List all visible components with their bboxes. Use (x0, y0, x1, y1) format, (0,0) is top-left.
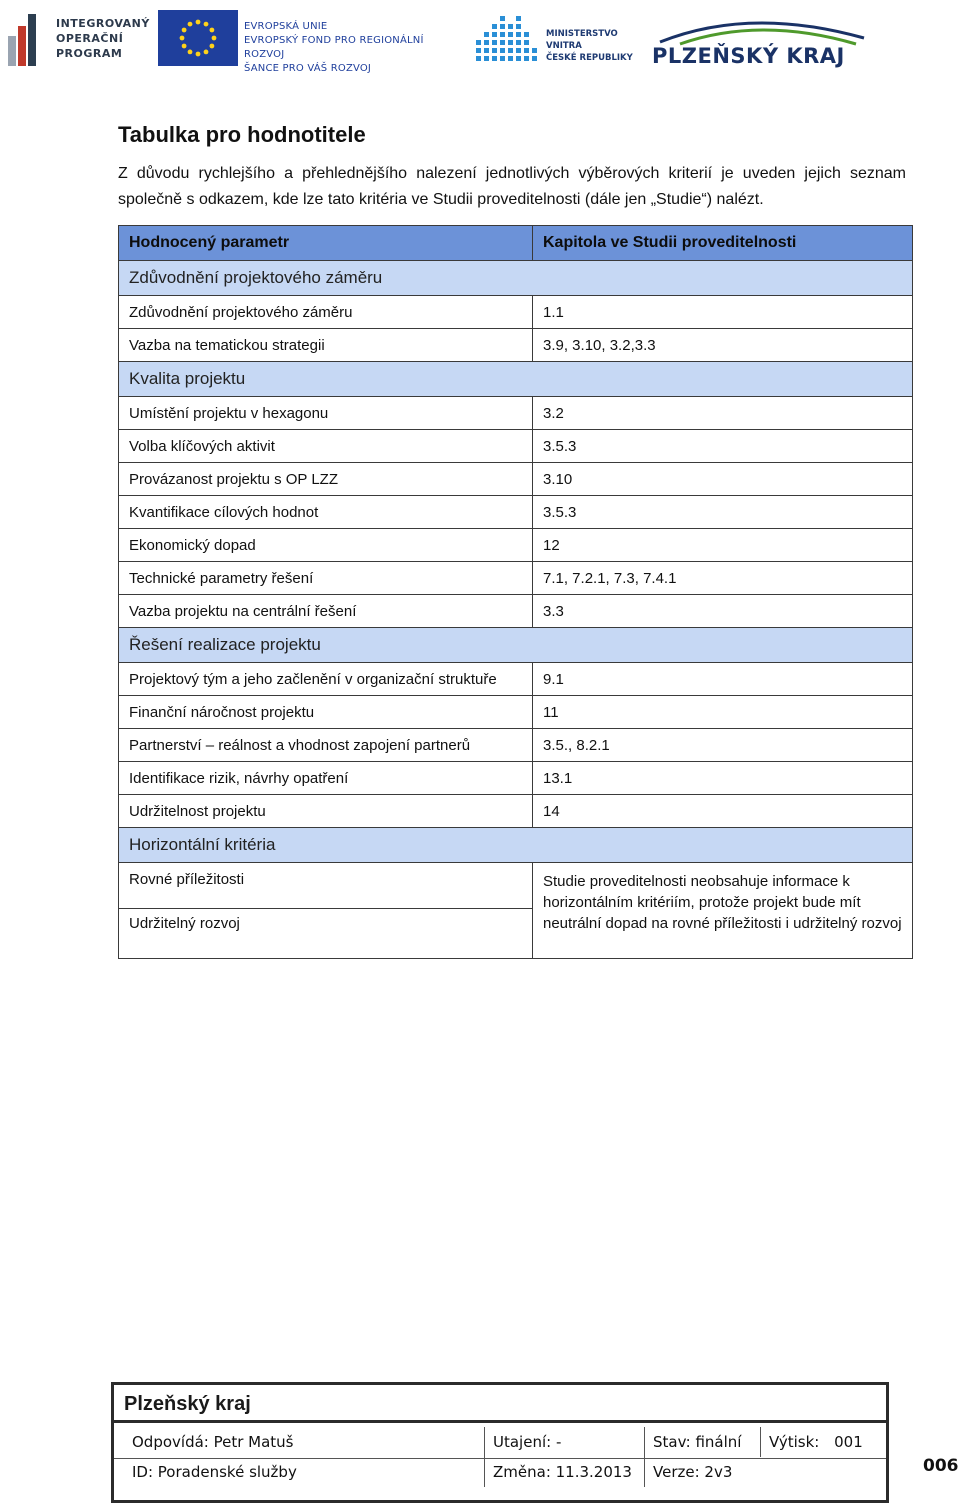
eu-flag-icon (158, 10, 238, 66)
row-chapter: 3.10 (533, 463, 913, 496)
footer-status: Stav: finální (644, 1427, 760, 1457)
table-row (119, 529, 913, 562)
iop-text-3: PROGRAM (56, 47, 123, 60)
row-param: Finanční náročnost projektu (119, 696, 533, 729)
footer-id: ID: Poradenské služby (132, 1463, 297, 1481)
row-param: Partnerství – reálnost a vhodnost zapojení partnerů (119, 729, 533, 762)
horizontal-item: Udržitelný rozvoj (129, 915, 240, 932)
row-chapter: 11 (533, 696, 913, 729)
table-row (119, 729, 913, 762)
table-row (119, 329, 913, 362)
iop-text-1: INTEGROVANÝ (56, 17, 150, 30)
table-row (119, 296, 913, 329)
row-param: Identifikace rizik, návrhy opatření (119, 762, 533, 795)
row-chapter: 3.3 (533, 595, 913, 628)
section-title: Horizontální kritéria (119, 828, 913, 863)
table-row (119, 397, 913, 430)
section-row (119, 261, 913, 296)
table-header-row (119, 226, 913, 261)
section-row (119, 828, 913, 863)
row-param: Technické parametry řešení (119, 562, 533, 595)
row-chapter: 14 (533, 795, 913, 828)
ministry-text-2: ČESKÉ REPUBLIKY (546, 53, 633, 63)
iop-logo (6, 8, 150, 70)
table-row (119, 463, 913, 496)
page-title: Tabulka pro hodnotitele (118, 122, 366, 147)
table-row (119, 496, 913, 529)
row-chapter: 3.5., 8.2.1 (533, 729, 913, 762)
eu-text-1: EVROPSKÁ UNIE (244, 21, 328, 32)
eu-text-2: EVROPSKÝ FOND PRO REGIONÁLNÍ ROZVOJ (244, 35, 424, 60)
document-footer (111, 1382, 889, 1503)
section-title: Kvalita projektu (119, 362, 913, 397)
row-param: Projektový tým a jeho začlenění v organizační struktuře (119, 663, 533, 696)
iop-text-2: OPERAČNÍ (56, 32, 124, 45)
row-chapter: 3.5.3 (533, 496, 913, 529)
intro-paragraph: Z důvodu rychlejšího a přehlednějšího nalezení jednotlivých výběrových kriterií je uveden jejich seznam společně s odkazem, kde lze tato kritéria ve Studii proveditelnosti (dále jen „Studie“) nalézt. (118, 165, 906, 208)
evaluation-table (118, 225, 913, 959)
footer-secrecy: Utajení: - (484, 1427, 644, 1457)
ministry-text-1: MINISTERSTVO VNITRA (546, 29, 618, 51)
ministry-dots-icon (474, 10, 538, 64)
footer-row (114, 1457, 886, 1489)
footer-version: Verze: 2v3 (644, 1457, 760, 1487)
plzensky-kraj-logo-text: PLZEŇSKÝ KRAJ (652, 44, 845, 68)
row-param: Provázanost projektu s OP LZZ (119, 463, 533, 496)
horizontal-note: Studie proveditelnosti neobsahuje informace k horizontálním kritériím, protože projekt bude mít neutrální dopad na rovné příležitosti i udržitelný rozvoj (533, 863, 913, 959)
plzensky-kraj-logo (650, 8, 870, 70)
horizontal-criteria-row (119, 863, 913, 959)
section-row (119, 628, 913, 663)
footer-changed: Změna: 11.3.2013 (484, 1457, 644, 1487)
row-chapter: 9.1 (533, 663, 913, 696)
footer-copy (760, 1427, 880, 1457)
section-title: Řešení realizace projektu (119, 628, 913, 663)
row-chapter: 7.1, 7.2.1, 7.3, 7.4.1 (533, 562, 913, 595)
row-chapter: 13.1 (533, 762, 913, 795)
header-logos (0, 0, 960, 80)
table-row (119, 430, 913, 463)
footer-responsible: Odpovídá: Petr Matuš (132, 1433, 294, 1451)
table-row (119, 795, 913, 828)
horizontal-item: Rovné příležitosti (119, 871, 532, 909)
section-title: Zdůvodnění projektového záměru (119, 261, 913, 296)
ministry-logo (470, 8, 650, 70)
row-chapter: 12 (533, 529, 913, 562)
row-param: Vazba projektu na centrální řešení (119, 595, 533, 628)
row-param: Kvantifikace cílových hodnot (119, 496, 533, 529)
eu-text-3: ŠANCE PRO VÁŠ ROZVOJ (244, 63, 372, 74)
row-param: Udržitelnost projektu (119, 795, 533, 828)
table-row (119, 762, 913, 795)
row-chapter: 3.2 (533, 397, 913, 430)
section-row (119, 362, 913, 397)
table-row (119, 663, 913, 696)
table-row (119, 595, 913, 628)
table-row (119, 696, 913, 729)
iop-bars-icon (8, 14, 52, 66)
row-param: Ekonomický dopad (119, 529, 533, 562)
horizontal-criteria-list (119, 863, 533, 959)
footer-copy-number: 001 (834, 1433, 863, 1451)
table-row (119, 562, 913, 595)
footer-copy-label: Výtisk: (769, 1433, 820, 1451)
row-param: Vazba na tematickou strategii (119, 329, 533, 362)
footer-row (114, 1427, 886, 1459)
row-param: Umístění projektu v hexagonu (119, 397, 533, 430)
header-param: Hodnocený parametr (119, 226, 533, 261)
row-chapter: 3.5.3 (533, 430, 913, 463)
row-chapter: 1.1 (533, 296, 913, 329)
footer-org: Plzeňský kraj (114, 1385, 886, 1423)
page-number: 006 (923, 1456, 959, 1476)
row-param: Zdůvodnění projektového záměru (119, 296, 533, 329)
eu-logo (156, 8, 466, 74)
header-chapter: Kapitola ve Studii proveditelnosti (533, 226, 913, 261)
row-param: Volba klíčových aktivit (119, 430, 533, 463)
row-chapter: 3.9, 3.10, 3.2,3.3 (533, 329, 913, 362)
